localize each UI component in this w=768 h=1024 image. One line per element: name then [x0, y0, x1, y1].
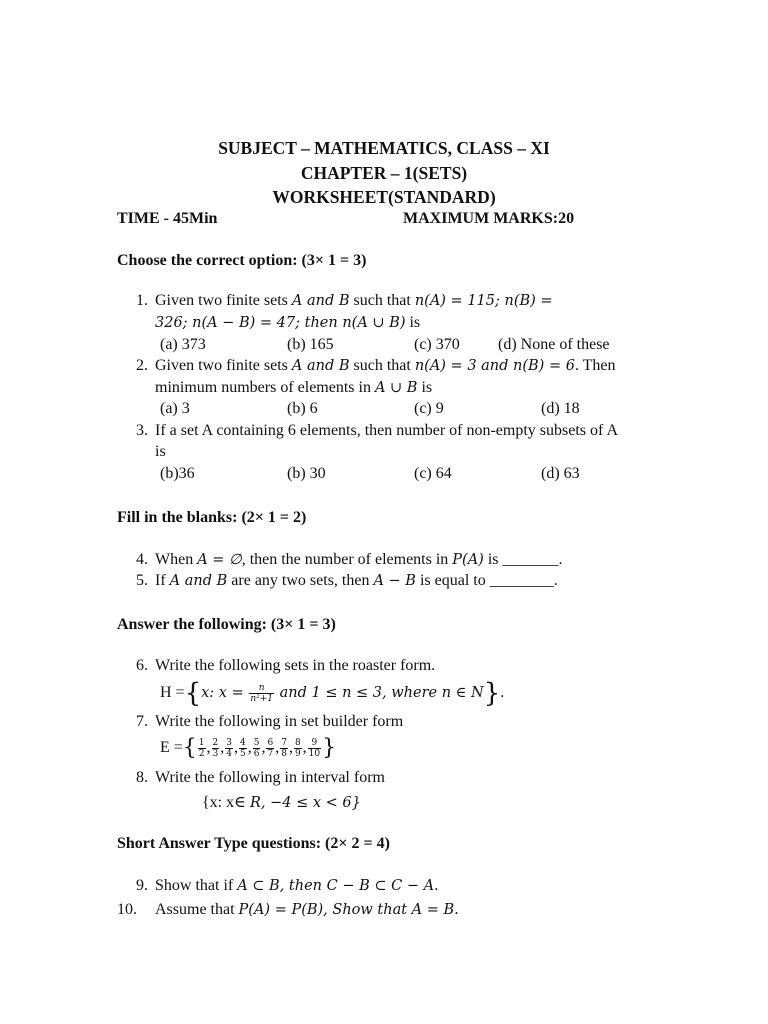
q9-text: Show that if A ⊂ B, then C − B ⊂ C − A.	[155, 877, 439, 894]
q1-option-b: (b) 165	[287, 336, 334, 353]
section-heading-answer: Answer the following: (3× 1 = 3)	[117, 616, 336, 633]
q10-number: 10.	[117, 901, 137, 918]
q3-option-c: (c) 64	[414, 465, 452, 482]
q2-number: 2.	[136, 357, 148, 374]
q3-option-d: (d) 63	[541, 465, 580, 482]
section-heading-mcq: Choose the correct option: (3× 1 = 3)	[117, 252, 367, 269]
section-heading-short: Short Answer Type questions: (2× 2 = 4)	[117, 835, 390, 852]
q2-option-c: (c) 9	[414, 400, 444, 417]
q8-text: Write the following in interval form	[155, 769, 385, 786]
q2-option-b: (b) 6	[287, 400, 318, 417]
q2-option-a: (a) 3	[160, 400, 190, 417]
q3-number: 3.	[136, 422, 148, 439]
q1-line2: 326; n(A − B) = 47; then n(A ∪ B) is	[155, 314, 421, 331]
time-label: TIME - 45Min	[117, 210, 218, 227]
worksheet-type-title: WORKSHEET(STANDARD)	[272, 187, 496, 207]
q3-line1: If a set A containing 6 elements, then number of non-empty subsets of A	[155, 422, 619, 439]
q4-number: 4.	[136, 551, 148, 568]
q8-expression: {x: x∈ R, −4 ≤ x < 6}	[202, 794, 361, 811]
q5-text: If A and B are any two sets, then A − B is equal to ________.	[155, 572, 558, 589]
q10-text: Assume that P(A) = P(B), Show that A = B.	[155, 901, 459, 918]
worksheet-subject-title: SUBJECT – MATHEMATICS, CLASS – XI	[218, 138, 550, 158]
section-heading-fill: Fill in the blanks: (2× 1 = 2)	[117, 509, 307, 526]
q5-number: 5.	[136, 572, 148, 589]
q2-line2: minimum numbers of elements in A ∪ B is	[155, 379, 433, 396]
q6-number: 6.	[136, 657, 148, 674]
q8-number: 8.	[136, 769, 148, 786]
q1-line1: Given two finite sets A and B such that n(A) = 115; n(B) =	[155, 292, 553, 309]
q1-option-c: (c) 370	[414, 336, 460, 353]
q2-line1: Given two finite sets A and B such that n(A) = 3 and n(B) = 6. Then	[155, 357, 616, 374]
q6-fraction: $\frac{n}{\text{n²+1}}$	[250, 682, 274, 704]
q6-set-expression: H ={x: x = $\frac{n}{\text{n²+1}}$ and 1 ≤ n ≤ 3, where n ∈ N}.	[160, 678, 505, 709]
q7-number: 7.	[136, 713, 148, 730]
q1-number: 1.	[136, 292, 148, 309]
q3-line2: is	[155, 443, 166, 460]
q3-option-a: (b)36	[160, 465, 195, 482]
q7-text: Write the following in set builder form	[155, 713, 404, 730]
worksheet-chapter-title: CHAPTER – 1(SETS)	[300, 163, 468, 183]
q1-option-a: (a) 373	[160, 336, 206, 353]
max-marks-label: MAXIMUM MARKS:20	[403, 210, 575, 227]
q1-option-d: (d) None of these	[498, 336, 610, 353]
q4-text: When A = ∅, then the number of elements in P(A) is _______.	[155, 551, 563, 568]
q7-set-expression: E ={ $\frac{1}{2}$ , $\frac{2}{3}$ , $\frac{3}{4}$ , $\frac{4}{5}$ , $\frac{5}{6}$ , $\frac{6}{7}$ , $\frac{7}{8}$ , $\frac{8}{9}$ , $\frac{9}{10}$ }	[160, 735, 337, 761]
q3-option-b: (b) 30	[287, 465, 326, 482]
q9-number: 9.	[136, 877, 148, 894]
q6-text: Write the following sets in the roaster form.	[155, 657, 436, 674]
q2-option-d: (d) 18	[541, 400, 580, 417]
